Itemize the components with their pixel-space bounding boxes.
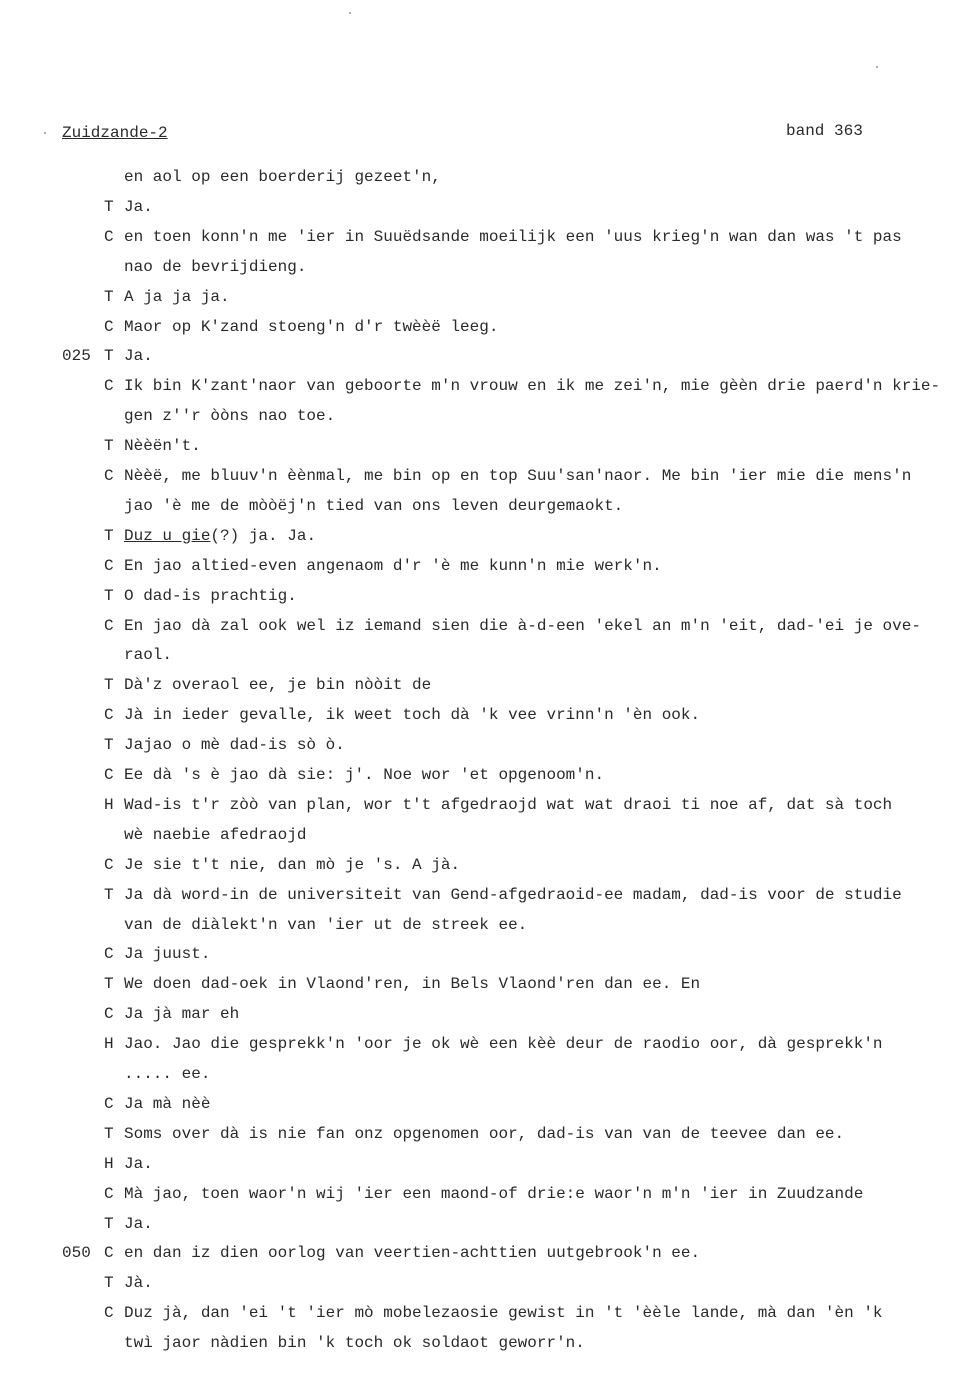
underlined-text: Duz u gie <box>124 526 211 545</box>
utterance-text: Soms over dà is nie fan onz opgenomen oor, dad-is van van de teevee dan ee. <box>124 1124 845 1143</box>
utterance-text: Maor op K'zand stoeng'n d'r twèèë leeg. <box>124 317 499 336</box>
band-number: band 363 <box>786 122 863 140</box>
utterance-text: Nèèën't. <box>124 437 201 456</box>
speaker-label: C <box>104 227 114 246</box>
utterance-text: O dad-is prachtig. <box>124 586 297 605</box>
utterance-text: En jao dà zal ook wel iz iemand sien die à-d-een 'ekel an m'n 'eit, dad-'ei je ove- <box>124 616 921 635</box>
speaker-label: C <box>104 1304 114 1323</box>
speaker-label: C <box>104 467 114 485</box>
speaker-label: C <box>104 556 114 575</box>
utterance-text: Nèèë, me bluuv'n èènmal, me bin op en top Suu'san'naor. Me bin 'ier mie die mens'n <box>124 467 912 485</box>
utterance-text: wè naebie afedraojd <box>124 825 307 844</box>
speaker-label: C <box>104 377 114 396</box>
scan-speck <box>876 66 878 68</box>
speaker-label: H <box>104 795 114 814</box>
utterance-text: raol. <box>124 646 173 665</box>
utterance-text: Jà in ieder gevalle, ik weet toch dà 'k vee vrinn'n 'èn ook. <box>124 706 701 725</box>
utterance-text: en aol op een boerderij gezeet'n, <box>124 168 441 186</box>
utterance-text: van de diàlekt'n van 'ier ut de streek ee. <box>124 915 528 934</box>
speaker-label: C <box>104 317 114 336</box>
speaker-label: T <box>104 526 114 545</box>
utterance-text: gen z''r òòns nao toe. <box>124 407 336 426</box>
utterance-text: Duz jà, dan 'ei 't 'ier mò mobelezaosie gewist in 't 'èèle lande, mà dan 'èn 'k <box>124 1304 883 1323</box>
utterance-text: Mà jao, toen waor'n wij 'ier een maond-of drie:e waor'n m'n 'ier in Zuudzande <box>124 1184 864 1203</box>
utterance-text: jao 'è me de mòòëj'n tied van ons leven deurgemaokt. <box>124 496 624 515</box>
speaker-label: T <box>104 975 114 994</box>
utterance-text: Ja. <box>124 1154 153 1173</box>
scan-speck <box>349 12 351 14</box>
utterance-text: Ee dà 's è jao dà sie: j'. Noe wor 'et opgenoom'n. <box>124 766 605 784</box>
line-number: 025 <box>62 347 91 366</box>
speaker-label: T <box>104 197 114 216</box>
speaker-label: T <box>104 1124 114 1143</box>
utterance-text: Ja. <box>124 1214 153 1233</box>
utterance-text: Ja mà nèè <box>124 1094 211 1113</box>
utterance-text: Jà. <box>124 1274 153 1293</box>
speaker-label: C <box>104 1184 114 1203</box>
speaker-label: T <box>104 736 114 755</box>
utterance-text: Jajao o mè dad-is sò ò. <box>124 736 345 755</box>
speaker-label: H <box>104 1154 114 1173</box>
utterance-text: ..... ee. <box>124 1065 211 1083</box>
utterance-text: Je sie t't nie, dan mò je 's. A jà. <box>124 855 461 874</box>
utterance-text: en toen konn'n me 'ier in Suuëdsande moeilijk een 'uus krieg'n wan dan was 't pas <box>124 227 902 246</box>
speaker-label: C <box>104 766 114 784</box>
utterance-text: A ja ja ja. <box>124 287 230 306</box>
utterance-text: Ja. <box>124 197 153 216</box>
document-title: Zuidzande-2 <box>62 124 168 142</box>
speaker-label: C <box>104 1244 114 1263</box>
utterance-text: Ja jà mar eh <box>124 1005 240 1024</box>
speaker-label: C <box>104 706 114 725</box>
utterance-text: en dan iz dien oorlog van veertien-achttien uutgebrook'n ee. <box>124 1244 701 1263</box>
speaker-label: H <box>104 1035 114 1054</box>
line-number: 050 <box>62 1244 91 1263</box>
utterance-text: Wad-is t'r zòò van plan, wor t't afgedraojd wat wat draoi ti noe af, dat sà toch <box>124 795 893 814</box>
utterance-text: Dà'z overaol ee, je bin nòòit de <box>124 676 432 695</box>
utterance-text: twì jaor nàdien bin 'k toch ok soldaot geworr'n. <box>124 1334 585 1353</box>
speaker-label: T <box>104 676 114 695</box>
utterance-text: nao de bevrijdieng. <box>124 257 307 276</box>
speaker-label: T <box>104 287 114 306</box>
speaker-label: T <box>104 347 114 366</box>
speaker-label: C <box>104 616 114 635</box>
speaker-label: C <box>104 945 114 964</box>
speaker-label: T <box>104 885 114 904</box>
speaker-label: T <box>104 1274 114 1293</box>
speaker-label: C <box>104 1005 114 1024</box>
utterance-text: Ja dà word-in de universiteit van Gend-afgedraoid-ee madam, dad-is voor de studie <box>124 885 902 904</box>
utterance-text <box>124 526 316 546</box>
utterance-rest: (?) ja. Ja. <box>210 526 317 545</box>
scan-speck <box>44 132 46 134</box>
utterance-text: En jao altied-even angenaom d'r 'è me kunn'n mie werk'n. <box>124 556 662 575</box>
utterance-text: Jao. Jao die gesprekk'n 'oor je ok wè een kèè deur de raodio oor, dà gesprekk'n <box>124 1035 883 1054</box>
utterance-text: Ik bin K'zant'naor van geboorte m'n vrouw en ik me zei'n, mie gèèn drie paerd'n krie- <box>124 377 941 396</box>
speaker-label: T <box>104 1214 114 1233</box>
speaker-label: C <box>104 855 114 874</box>
speaker-label: T <box>104 586 114 605</box>
speaker-label: C <box>104 1094 114 1113</box>
utterance-text: Ja. <box>124 347 153 366</box>
utterance-text: We doen dad-oek in Vlaond'ren, in Bels Vlaond'ren dan ee. En <box>124 975 701 994</box>
utterance-text: Ja juust. <box>124 945 211 964</box>
speaker-label: T <box>104 437 114 456</box>
